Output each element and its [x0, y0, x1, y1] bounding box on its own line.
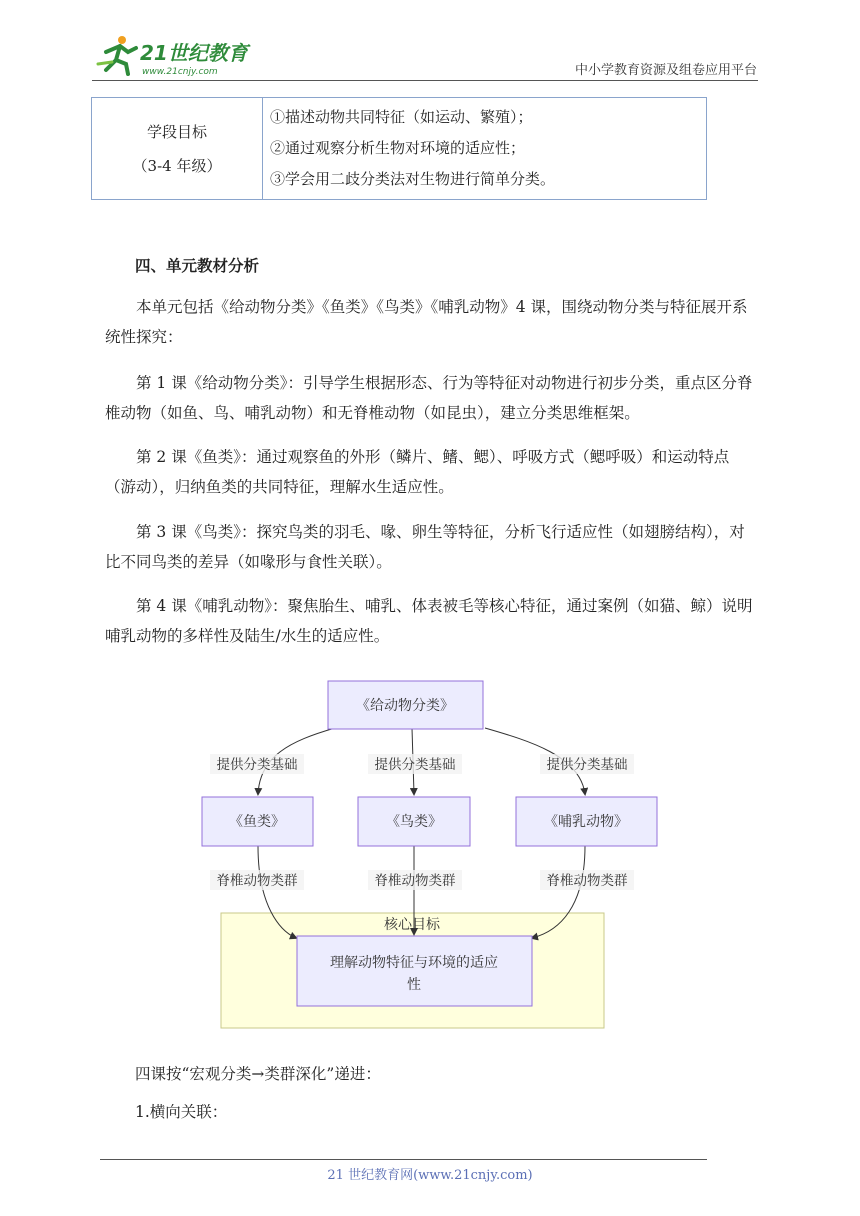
goals-table — [91, 97, 707, 200]
edge-label-vertebrate-2: 脊椎动物类群 — [374, 873, 456, 889]
edge-label-provide-2: 提供分类基础 — [374, 757, 456, 773]
list-item-horizontal: 1.横向关联： — [135, 1103, 228, 1121]
goals-label: 学段目标 — [146, 122, 207, 141]
goals-grade: （3-4 年级） — [132, 156, 222, 175]
paragraph-progression: 四课按“宏观分类→类群深化”递进： — [135, 1065, 381, 1083]
header-platform-text: 中小学教育资源及组卷应用平台 — [574, 63, 757, 78]
goals-label-cell — [92, 98, 263, 199]
paragraph-lesson-2: 第 2 课《鱼类》：通过观察鱼的外形（鳞片、鳍、鳃）、呼吸方式（鳃呼吸）和运动特点（游动），归纳鱼类的共同特征，理解水生适应性。 — [105, 448, 730, 496]
site-logo — [92, 34, 262, 80]
edge-label-vertebrate-3: 脊椎动物类群 — [546, 873, 628, 889]
core-goal-group-label: 核心目标 — [384, 917, 440, 933]
node-mammal-label: 《哺乳动物》 — [544, 814, 628, 830]
section-heading: 四、单元教材分析 — [135, 256, 260, 275]
node-bird-label: 《鸟类》 — [386, 814, 442, 830]
edge-label-vertebrate-1: 脊椎动物类群 — [216, 873, 298, 889]
lesson-flow-diagram — [180, 676, 660, 1036]
node-root-label: 《给动物分类》 — [356, 698, 454, 714]
goal-item: ①描述动物共同特征（如运动、繁殖）； — [270, 108, 533, 126]
paragraph-lesson-4: 第 4 课《哺乳动物》：聚焦胎生、哺乳、体表被毛等核心特征，通过案例（如猫、鲸）说明哺乳动物的多样性及陆生/水生的适应性。 — [105, 597, 753, 645]
footer-text: 21 世纪教育网(www.21cnjy.com) — [327, 1168, 533, 1183]
logo-url: www.21cnjy.com — [142, 67, 218, 77]
node-fish-label: 《鱼类》 — [229, 814, 285, 830]
paragraph-intro: 本单元包括《给动物分类》《鱼类》《鸟类》《哺乳动物》4 课，围绕动物分类与特征展开系统性探究： — [105, 298, 748, 346]
paragraph-lesson-3: 第 3 课《鸟类》：探究鸟类的羽毛、喙、卵生等特征，分析飞行适应性（如翅膀结构），对比不同鸟类的差异（如喙形与食性关联）。 — [105, 523, 745, 571]
logo-title: 21世纪教育 — [140, 41, 248, 65]
edge-label-provide-3: 提供分类基础 — [546, 757, 628, 773]
header-divider — [92, 80, 758, 81]
footer-divider — [100, 1159, 707, 1160]
goals-items-cell — [270, 102, 555, 195]
node-target — [297, 936, 532, 1006]
goal-item: ③学会用二歧分类法对生物进行简单分类。 — [270, 170, 556, 188]
node-target-line-2: 性 — [407, 977, 421, 993]
node-target-line-1: 理解动物特征与环境的适应 — [330, 955, 498, 971]
paragraph-lesson-1: 第 1 课《给动物分类》：引导学生根据形态、行为等特征对动物进行初步分类，重点区分脊椎动物（如鱼、鸟、哺乳动物）和无脊椎动物（如昆虫），建立分类思维框架。 — [105, 374, 753, 422]
goal-item: ②通过观察分析生物对环境的适应性； — [270, 139, 526, 157]
runner-icon — [98, 36, 136, 74]
edge-label-provide-1: 提供分类基础 — [216, 757, 298, 773]
